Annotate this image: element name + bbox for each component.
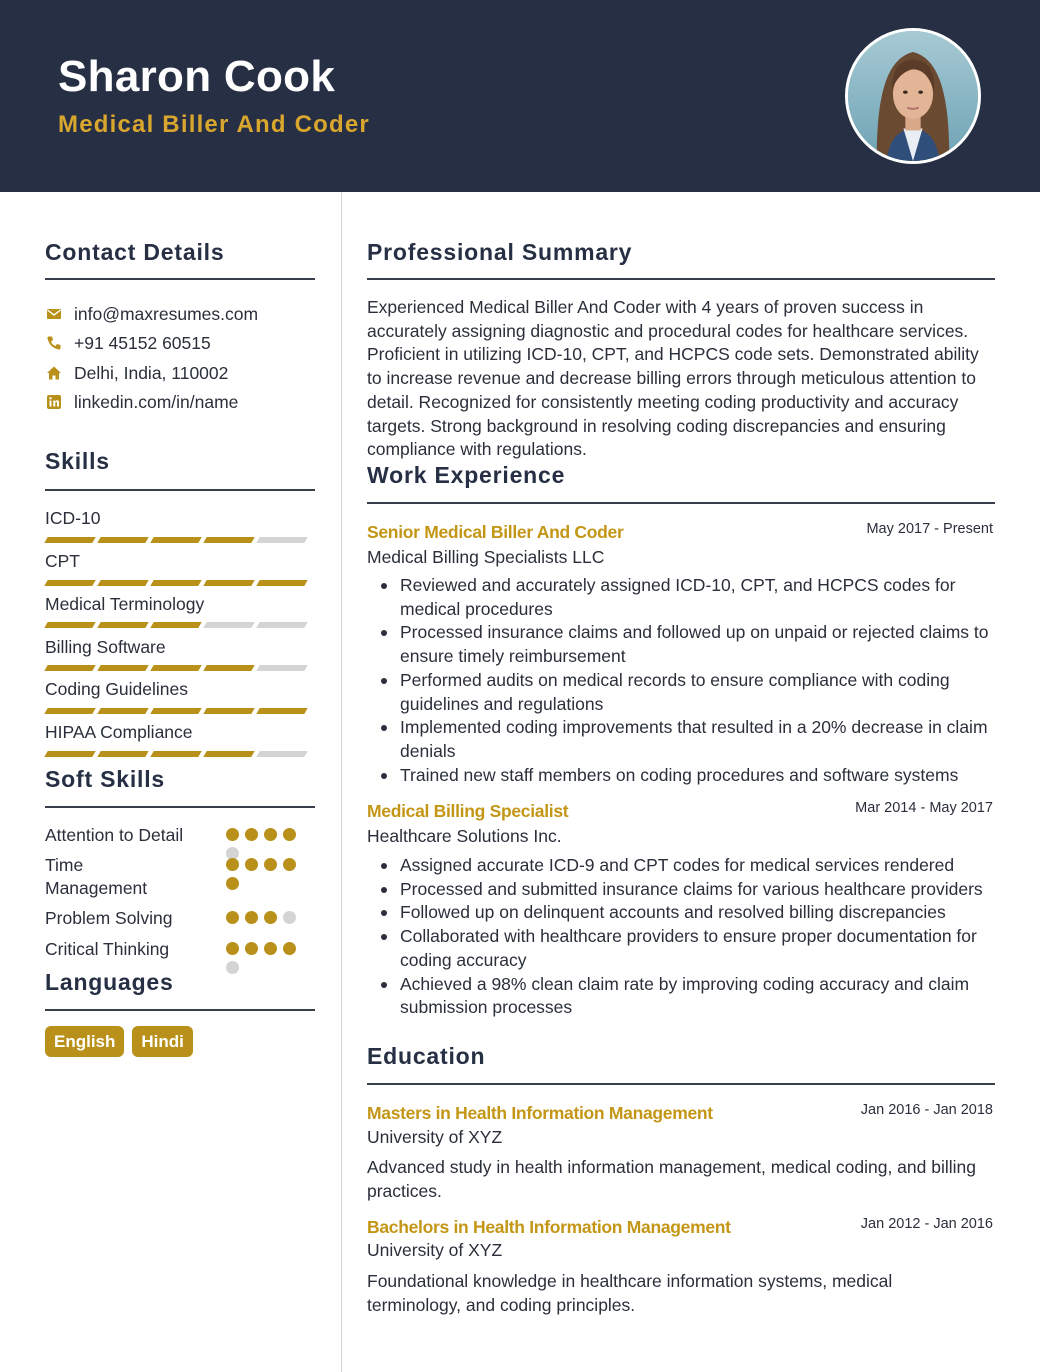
skills-rule: [45, 489, 315, 491]
skill-name: HIPAA Compliance: [45, 722, 193, 742]
job-title-headline: Medical Biller And Coder: [58, 111, 370, 138]
contact-email[interactable]: [45, 302, 258, 326]
job-bullets: [400, 574, 996, 787]
rating-dot: [264, 828, 277, 841]
skill-level-segment: [256, 580, 307, 586]
list-item: Trained new staff members on coding procedures and software systems: [400, 764, 996, 788]
skill-level-segment: [256, 665, 307, 671]
rating-dot: [226, 961, 239, 974]
language-badge: Hindi: [132, 1026, 193, 1057]
rating-dot: [283, 858, 296, 871]
skill-level-segment: [150, 537, 201, 543]
degree-dates: Jan 2016 - Jan 2018: [860, 1102, 993, 1118]
rating-dot: [283, 911, 296, 924]
skill-level-segment: [44, 580, 95, 586]
phone-icon: [45, 334, 63, 352]
skill-level-segment: [44, 622, 95, 628]
skill-level-segment: [150, 751, 201, 757]
skill-level-segment: [203, 537, 254, 543]
skill-level-segment: [97, 665, 148, 671]
experience-heading: Work Experience: [367, 462, 566, 488]
summary-rule: [367, 278, 995, 280]
skills-heading: Skills: [45, 448, 110, 474]
soft-skill-rating: [226, 942, 306, 974]
rating-dot: [283, 828, 296, 841]
school-name: University of XYZ: [367, 1127, 503, 1147]
skill-level-segment: [97, 537, 148, 543]
soft-skill-name: Critical Thinking: [45, 939, 170, 959]
skill-level-bar: [46, 580, 306, 586]
contact-linkedin[interactable]: [45, 390, 238, 414]
soft-skills-rule: [45, 806, 315, 808]
skill-level-segment: [203, 751, 254, 757]
skill-level-segment: [256, 708, 307, 714]
rating-dot: [264, 858, 277, 871]
list-item: Collaborated with healthcare providers to ensure proper documentation for coding accuracy: [400, 925, 996, 972]
contact-address: [45, 361, 228, 385]
skill-level-bar: [46, 708, 306, 714]
rating-dot: [264, 911, 277, 924]
school-name: University of XYZ: [367, 1240, 503, 1260]
degree-title: Bachelors in Health Information Management: [367, 1217, 731, 1237]
job-bullets: [400, 854, 996, 1020]
skill-level-segment: [150, 622, 201, 628]
list-item: Processed insurance claims and followed up on unpaid or rejected claims to ensure timely reimbursement: [400, 621, 996, 668]
soft-skill-name: Time Management: [45, 855, 148, 898]
job-title: Medical Billing Specialist: [367, 801, 569, 821]
experience-rule: [367, 502, 995, 504]
profile-photo: [845, 28, 981, 164]
skill-level-bar: [46, 622, 306, 628]
contact-phone[interactable]: [45, 331, 211, 355]
skill-level-segment: [150, 708, 201, 714]
job-dates: May 2017 - Present: [866, 521, 993, 537]
list-item: Performed audits on medical records to ensure compliance with coding guidelines and regulations: [400, 669, 996, 716]
skill-level-segment: [256, 751, 307, 757]
skill-level-bar: [46, 751, 306, 757]
languages-rule: [45, 1009, 315, 1011]
skill-level-segment: [44, 665, 95, 671]
phone-text: +91 45152 60515: [74, 333, 211, 353]
degree-description: Advanced study in health information management, medical coding, and billing practices.: [367, 1157, 976, 1201]
skill-level-segment: [44, 537, 95, 543]
home-icon: [45, 364, 63, 382]
skill-name: ICD-10: [45, 508, 101, 528]
soft-skill-rating: [226, 858, 306, 890]
languages-heading: Languages: [45, 969, 174, 995]
skill-name: CPT: [45, 551, 80, 571]
candidate-name: Sharon Cook: [58, 52, 336, 101]
soft-skill-name: Attention to Detail: [45, 825, 184, 845]
education-heading: Education: [367, 1043, 486, 1069]
contact-heading: Contact Details: [45, 239, 225, 265]
skill-level-segment: [203, 622, 254, 628]
skill-level-segment: [97, 580, 148, 586]
column-divider: [341, 192, 342, 1372]
company-name: Healthcare Solutions Inc.: [367, 826, 562, 846]
skill-level-segment: [203, 580, 254, 586]
rating-dot: [245, 828, 258, 841]
address-text: Delhi, India, 110002: [74, 363, 229, 383]
education-rule: [367, 1083, 995, 1085]
email-text: info@maxresumes.com: [74, 304, 259, 324]
summary-text: Experienced Medical Biller And Coder with 4 years of proven success in accurately assigning diagnostic and procedural codes for healthcare services. Proficient in utilizing ICD-10, CPT, and HCPCS code sets. Demonstrated ability to increase revenue and decrease billing errors through meticulous attention to detail. Recognized for consistently meeting coding productivity and accuracy targets. Strong background in resolving coding discrepancies and ensuring compliance with regulations.: [367, 297, 979, 460]
degree-title: Masters in Health Information Management: [367, 1103, 713, 1123]
language-badge: English: [45, 1026, 124, 1057]
skill-name: Medical Terminology: [45, 594, 205, 614]
envelope-icon: [45, 305, 63, 323]
job-title: Senior Medical Biller And Coder: [367, 522, 624, 542]
skill-level-segment: [97, 708, 148, 714]
skill-level-segment: [203, 665, 254, 671]
skill-name: Coding Guidelines: [45, 679, 189, 699]
rating-dot: [226, 828, 239, 841]
degree-dates: Jan 2012 - Jan 2016: [860, 1216, 993, 1232]
rating-dot: [245, 911, 258, 924]
rating-dot: [226, 858, 239, 871]
skill-level-segment: [150, 665, 201, 671]
rating-dot: [264, 942, 277, 955]
skill-level-bar: [46, 537, 306, 543]
rating-dot: [226, 877, 239, 890]
skill-level-segment: [44, 708, 95, 714]
list-item: Followed up on delinquent accounts and resolved billing discrepancies: [400, 901, 996, 925]
languages-list: [45, 1026, 193, 1057]
soft-skills-heading: Soft Skills: [45, 766, 165, 792]
skill-level-segment: [44, 751, 95, 757]
list-item: Assigned accurate ICD-9 and CPT codes for medical services rendered: [400, 854, 996, 878]
skill-level-bar: [46, 665, 306, 671]
soft-skill-rating: [226, 911, 306, 924]
skill-level-segment: [97, 751, 148, 757]
rating-dot: [226, 911, 239, 924]
rating-dot: [283, 942, 296, 955]
degree-description: Foundational knowledge in healthcare information systems, medical terminology, and coding principles.: [367, 1271, 893, 1315]
resume-header: [0, 0, 1040, 192]
skill-level-segment: [203, 708, 254, 714]
company-name: Medical Billing Specialists LLC: [367, 547, 605, 567]
list-item: Implemented coding improvements that resulted in a 20% decrease in claim denials: [400, 716, 996, 763]
rating-dot: [245, 858, 258, 871]
skill-level-segment: [97, 622, 148, 628]
job-dates: Mar 2014 - May 2017: [855, 800, 993, 816]
summary-heading: Professional Summary: [367, 239, 633, 265]
rating-dot: [245, 942, 258, 955]
soft-skill-rating: [226, 828, 306, 860]
list-item: Achieved a 98% clean claim rate by improving coding accuracy and claim submission processes: [400, 973, 996, 1020]
skill-name: Billing Software: [45, 637, 166, 657]
list-item: Reviewed and accurately assigned ICD-10, CPT, and HCPCS codes for medical procedures: [400, 574, 996, 621]
skill-level-segment: [150, 580, 201, 586]
rating-dot: [226, 942, 239, 955]
linkedin-icon: [45, 393, 63, 411]
skill-level-segment: [256, 622, 307, 628]
soft-skill-name: Problem Solving: [45, 908, 173, 928]
list-item: Processed and submitted insurance claims for various healthcare providers: [400, 878, 996, 902]
contact-rule: [45, 278, 315, 280]
linkedin-text: linkedin.com/in/name: [74, 392, 239, 412]
skill-level-segment: [256, 537, 307, 543]
